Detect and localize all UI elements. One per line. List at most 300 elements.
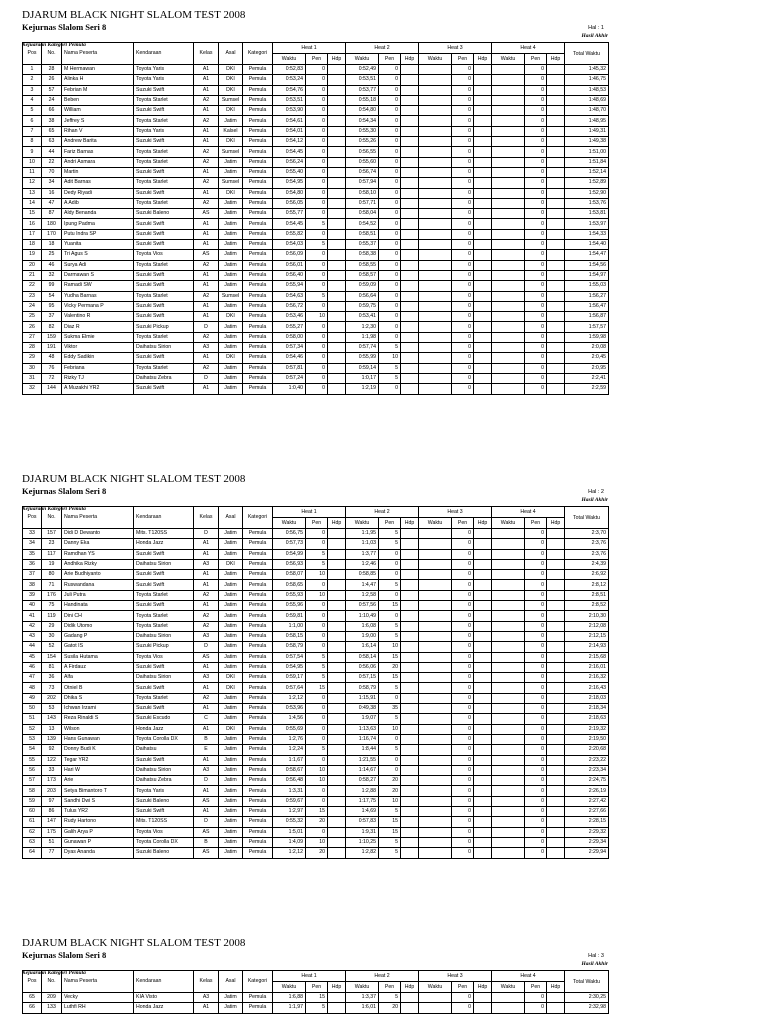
cell-heat4-hdp — [547, 157, 565, 167]
cell-heat3-pen: 0 — [452, 1003, 474, 1013]
cell-total: 1:51,84 — [565, 157, 609, 167]
cell-heat1-pen: 10 — [306, 837, 328, 847]
cell-kendaraan: Toyota Yaris — [134, 786, 194, 796]
cell-heat3-waktu — [419, 745, 452, 755]
cell-kelas: A1 — [194, 724, 219, 734]
cell-heat3-hdp — [474, 786, 492, 796]
cell-pos: 49 — [23, 693, 42, 703]
cell-heat4-pen: 0 — [525, 198, 547, 208]
cell-heat1-waktu: 0:58,65 — [273, 580, 306, 590]
cell-heat2-pen: 0 — [379, 559, 401, 569]
col-asal: Asal — [219, 507, 243, 529]
cell-heat3-hdp — [474, 65, 492, 75]
cell-kelas: AS — [194, 652, 219, 662]
cell-total: 2:27,42 — [565, 796, 609, 806]
cell-heat2-waktu: 1:16,74 — [346, 734, 379, 744]
cell-heat3-pen: 0 — [452, 559, 474, 569]
cell-heat3-pen: 0 — [452, 229, 474, 239]
cell-asal: Jatim — [219, 167, 243, 177]
cell-heat3-waktu — [419, 240, 452, 250]
cell-asal: Jatim — [219, 621, 243, 631]
cell-no: 122 — [42, 755, 62, 765]
table-row — [23, 167, 609, 177]
cell-heat2-hdp — [401, 765, 419, 775]
cell-nama: Yudha Barnas — [62, 291, 134, 301]
cell-total: 1:51,00 — [565, 147, 609, 157]
cell-pos: 23 — [23, 291, 42, 301]
cell-heat4-pen: 0 — [525, 250, 547, 260]
cell-heat1-pen: 0 — [306, 755, 328, 765]
cell-heat4-hdp — [547, 704, 565, 714]
cell-heat1-pen: 0 — [306, 384, 328, 394]
cell-heat1-waktu: 1:2,12 — [273, 848, 306, 858]
cell-heat4-hdp — [547, 745, 565, 755]
cell-heat1-waktu: 0:58,07 — [273, 570, 306, 580]
cell-kategori: Pemula — [243, 209, 273, 219]
table-row — [23, 652, 609, 662]
cell-kategori: Pemula — [243, 755, 273, 765]
cell-kendaraan: Toyota Starlet — [134, 693, 194, 703]
cell-heat3-waktu — [419, 260, 452, 270]
col-pen: Pen — [379, 518, 401, 529]
cell-heat4-hdp — [547, 178, 565, 188]
cell-heat3-pen: 0 — [452, 106, 474, 116]
cell-heat3-waktu — [419, 755, 452, 765]
cell-pos: 58 — [23, 786, 42, 796]
cell-heat1-waktu: 0:57,34 — [273, 343, 306, 353]
cell-heat2-pen: 0 — [379, 590, 401, 600]
col-hdp: Hdp — [547, 982, 565, 993]
cell-total: 2:8,51 — [565, 590, 609, 600]
cell-heat2-pen: 0 — [379, 250, 401, 260]
cell-heat2-hdp — [401, 209, 419, 219]
cell-heat4-pen: 0 — [525, 312, 547, 322]
cell-heat3-waktu — [419, 322, 452, 332]
cell-heat2-hdp — [401, 85, 419, 95]
cell-heat4-waktu — [492, 724, 525, 734]
cell-nama: Sukma Elmie — [62, 332, 134, 342]
cell-heat3-waktu — [419, 673, 452, 683]
cell-heat3-pen: 0 — [452, 116, 474, 126]
table-row — [23, 384, 609, 394]
cell-heat3-waktu — [419, 363, 452, 373]
col-pen: Pen — [525, 54, 547, 65]
cell-heat2-hdp — [401, 549, 419, 559]
cell-heat2-waktu: 1:4,47 — [346, 580, 379, 590]
cell-heat1-hdp — [328, 704, 346, 714]
cell-asal: Jatim — [219, 704, 243, 714]
cell-heat2-waktu: 0:56,55 — [346, 147, 379, 157]
cell-heat4-hdp — [547, 673, 565, 683]
cell-heat1-hdp — [328, 75, 346, 85]
cell-pos: 1 — [23, 65, 42, 75]
cell-nama: Arie Budhiyanto — [62, 570, 134, 580]
cell-heat4-pen: 0 — [525, 219, 547, 229]
table-row — [23, 260, 609, 270]
cell-pos: 42 — [23, 621, 42, 631]
cell-total: 2:3,70 — [565, 529, 609, 539]
cell-heat4-waktu — [492, 209, 525, 219]
cell-heat2-waktu: 0:53,51 — [346, 75, 379, 85]
cell-heat2-waktu: 1:2,19 — [346, 384, 379, 394]
col-waktu: Waktu — [346, 982, 379, 993]
cell-heat3-hdp — [474, 137, 492, 147]
col-pos: Pos — [23, 971, 42, 993]
cell-heat4-pen: 0 — [525, 384, 547, 394]
category-label: Kejuaraan Kategori Pemula — [22, 42, 86, 48]
cell-nama: M Hermawan — [62, 65, 134, 75]
cell-pos: 56 — [23, 765, 42, 775]
cell-asal: DKI — [219, 85, 243, 95]
cell-heat2-hdp — [401, 590, 419, 600]
cell-kategori: Pemula — [243, 116, 273, 126]
cell-no: 203 — [42, 786, 62, 796]
cell-heat4-waktu — [492, 178, 525, 188]
cell-heat2-pen: 0 — [379, 188, 401, 198]
cell-heat4-hdp — [547, 65, 565, 75]
cell-total: 1:52,14 — [565, 167, 609, 177]
cell-heat4-pen: 0 — [525, 291, 547, 301]
cell-heat3-pen: 0 — [452, 652, 474, 662]
cell-heat1-hdp — [328, 167, 346, 177]
cell-no: 73 — [42, 683, 62, 693]
cell-pos: 13 — [23, 188, 42, 198]
cell-total: 1:45,32 — [565, 65, 609, 75]
cell-heat4-waktu — [492, 116, 525, 126]
cell-pos: 18 — [23, 240, 42, 250]
cell-nama: Febrian M — [62, 85, 134, 95]
cell-pos: 27 — [23, 332, 42, 342]
cell-heat4-waktu — [492, 219, 525, 229]
cell-heat2-hdp — [401, 240, 419, 250]
cell-heat2-waktu: 1:2,82 — [346, 848, 379, 858]
cell-asal: Jatim — [219, 116, 243, 126]
cell-heat2-waktu: 1:3,77 — [346, 549, 379, 559]
cell-heat1-waktu: 0:53,96 — [273, 704, 306, 714]
cell-heat3-hdp — [474, 848, 492, 858]
cell-total: 2:18,34 — [565, 704, 609, 714]
cell-heat2-pen: 0 — [379, 126, 401, 136]
cell-heat4-waktu — [492, 198, 525, 208]
cell-total: 2:0,45 — [565, 353, 609, 363]
cell-heat4-hdp — [547, 837, 565, 847]
col-no: No. — [42, 507, 62, 529]
cell-heat1-waktu: 1:2,97 — [273, 807, 306, 817]
cell-heat3-waktu — [419, 786, 452, 796]
table-row — [23, 65, 609, 75]
cell-kategori: Pemula — [243, 817, 273, 827]
cell-asal: Jatim — [219, 260, 243, 270]
cell-heat2-hdp — [401, 704, 419, 714]
table-row — [23, 837, 609, 847]
hasil-label: Hasil Akhir — [581, 497, 608, 503]
cell-heat1-pen: 5 — [306, 219, 328, 229]
cell-no: 57 — [42, 85, 62, 95]
cell-nama: Otniel B — [62, 683, 134, 693]
cell-heat1-waktu: 0:55,32 — [273, 817, 306, 827]
cell-pos: 57 — [23, 776, 42, 786]
cell-kendaraan: Suzuki Swift — [134, 301, 194, 311]
cell-pos: 52 — [23, 724, 42, 734]
cell-heat1-hdp — [328, 363, 346, 373]
col-heat1: Heat 1 — [273, 507, 346, 518]
cell-heat4-waktu — [492, 353, 525, 363]
table-row — [23, 611, 609, 621]
cell-heat3-pen: 0 — [452, 75, 474, 85]
cell-kendaraan: Daihatsu — [134, 745, 194, 755]
table-row — [23, 188, 609, 198]
cell-heat3-waktu — [419, 343, 452, 353]
cell-nama: Arie — [62, 776, 134, 786]
cell-heat3-pen: 0 — [452, 724, 474, 734]
cell-heat4-pen: 0 — [525, 590, 547, 600]
cell-heat2-pen: 0 — [379, 611, 401, 621]
cell-kategori: Pemula — [243, 137, 273, 147]
col-kategori: Kategori — [243, 971, 273, 993]
cell-pos: 63 — [23, 837, 42, 847]
cell-kendaraan: Suzuki Baleno — [134, 209, 194, 219]
cell-kelas: A2 — [194, 621, 219, 631]
cell-no: 38 — [42, 116, 62, 126]
cell-heat4-pen: 0 — [525, 631, 547, 641]
cell-pos: 62 — [23, 827, 42, 837]
cell-nama: Setya Bimantoro T — [62, 786, 134, 796]
table-row — [23, 95, 609, 105]
cell-heat2-hdp — [401, 343, 419, 353]
cell-asal: DKI — [219, 724, 243, 734]
cell-kendaraan: Daihatsu Sirion — [134, 631, 194, 641]
cell-no: 32 — [42, 270, 62, 280]
cell-nama: Rudy Hartono — [62, 817, 134, 827]
cell-nama: Ramdhan YS — [62, 549, 134, 559]
cell-heat3-waktu — [419, 373, 452, 383]
cell-heat3-hdp — [474, 250, 492, 260]
cell-heat3-pen: 0 — [452, 270, 474, 280]
cell-heat1-waktu: 0:58,67 — [273, 765, 306, 775]
cell-heat4-hdp — [547, 291, 565, 301]
cell-kategori: Pemula — [243, 126, 273, 136]
cell-asal: DKI — [219, 353, 243, 363]
cell-heat4-waktu — [492, 693, 525, 703]
page-subtitle: Kejurnas Slalom Seri 8 — [22, 22, 107, 32]
cell-heat1-pen: 0 — [306, 188, 328, 198]
col-pen: Pen — [525, 982, 547, 993]
cell-kendaraan: Toyota Starlet — [134, 198, 194, 208]
cell-heat2-pen: 5 — [379, 621, 401, 631]
cell-heat3-pen: 0 — [452, 209, 474, 219]
cell-heat4-hdp — [547, 765, 565, 775]
table-row — [23, 993, 609, 1003]
cell-kelas: A1 — [194, 580, 219, 590]
cell-heat2-pen: 0 — [379, 322, 401, 332]
cell-no: 19 — [42, 559, 62, 569]
cell-heat3-pen: 0 — [452, 178, 474, 188]
cell-pos: 10 — [23, 157, 42, 167]
cell-heat3-waktu — [419, 250, 452, 260]
cell-heat4-hdp — [547, 240, 565, 250]
cell-heat4-pen: 0 — [525, 1003, 547, 1013]
cell-kelas: A1 — [194, 384, 219, 394]
cell-heat1-waktu: 0:54,76 — [273, 85, 306, 95]
cell-heat1-hdp — [328, 724, 346, 734]
table-row — [23, 631, 609, 641]
cell-heat2-pen: 0 — [379, 106, 401, 116]
cell-heat2-pen: 0 — [379, 332, 401, 342]
cell-no: 82 — [42, 322, 62, 332]
col-kendaraan: Kendaraan — [134, 43, 194, 65]
cell-total: 2:29,32 — [565, 827, 609, 837]
cell-heat1-pen: 15 — [306, 993, 328, 1003]
table-row — [23, 312, 609, 322]
cell-pos: 4 — [23, 95, 42, 105]
cell-heat2-hdp — [401, 106, 419, 116]
cell-heat1-pen: 0 — [306, 322, 328, 332]
cell-heat4-pen: 0 — [525, 188, 547, 198]
cell-heat2-waktu: 0:54,34 — [346, 116, 379, 126]
cell-kategori: Pemula — [243, 363, 273, 373]
cell-heat4-pen: 0 — [525, 621, 547, 631]
cell-heat2-waktu: 1:10,25 — [346, 837, 379, 847]
cell-kategori: Pemula — [243, 157, 273, 167]
cell-asal: Jatim — [219, 157, 243, 167]
cell-heat1-hdp — [328, 322, 346, 332]
cell-asal: Jatim — [219, 209, 243, 219]
cell-heat1-pen: 0 — [306, 332, 328, 342]
cell-heat3-pen: 0 — [452, 301, 474, 311]
col-waktu: Waktu — [419, 54, 452, 65]
table-row — [23, 301, 609, 311]
cell-total: 1:54,47 — [565, 250, 609, 260]
table-row — [23, 281, 609, 291]
cell-nama: Danny Eka — [62, 539, 134, 549]
cell-heat3-hdp — [474, 281, 492, 291]
cell-kategori: Pemula — [243, 65, 273, 75]
cell-heat4-hdp — [547, 126, 565, 136]
cell-heat3-pen: 0 — [452, 734, 474, 744]
cell-heat2-pen: 10 — [379, 642, 401, 652]
cell-heat1-hdp — [328, 65, 346, 75]
cell-asal: Jatim — [219, 837, 243, 847]
cell-heat2-waktu: 1:9,00 — [346, 631, 379, 641]
cell-heat2-pen: 15 — [379, 673, 401, 683]
cell-heat1-waktu: 0:56,24 — [273, 157, 306, 167]
results-table — [22, 42, 609, 395]
cell-heat3-pen: 0 — [452, 363, 474, 373]
cell-nama: Dedy Riyadi — [62, 188, 134, 198]
cell-heat3-waktu — [419, 116, 452, 126]
cell-heat3-pen: 0 — [452, 570, 474, 580]
cell-kelas: A2 — [194, 260, 219, 270]
cell-kelas: A3 — [194, 765, 219, 775]
cell-total: 2:23,34 — [565, 765, 609, 775]
cell-heat1-waktu: 0:54,45 — [273, 219, 306, 229]
table-row — [23, 796, 609, 806]
cell-heat1-hdp — [328, 147, 346, 157]
cell-total: 2:29,94 — [565, 848, 609, 858]
cell-kelas: A1 — [194, 137, 219, 147]
cell-heat2-hdp — [401, 611, 419, 621]
cell-heat3-waktu — [419, 827, 452, 837]
cell-heat4-waktu — [492, 559, 525, 569]
cell-heat1-waktu: 0:53,90 — [273, 106, 306, 116]
cell-heat4-waktu — [492, 621, 525, 631]
cell-pos: 24 — [23, 301, 42, 311]
cell-heat4-pen: 0 — [525, 178, 547, 188]
cell-heat4-waktu — [492, 796, 525, 806]
cell-heat4-pen: 0 — [525, 786, 547, 796]
cell-heat4-waktu — [492, 65, 525, 75]
cell-heat3-hdp — [474, 693, 492, 703]
col-hdp: Hdp — [547, 54, 565, 65]
cell-heat1-pen: 0 — [306, 642, 328, 652]
cell-kelas: A1 — [194, 281, 219, 291]
cell-heat1-hdp — [328, 373, 346, 383]
cell-kendaraan: Toyota Starlet — [134, 611, 194, 621]
cell-asal: DKI — [219, 559, 243, 569]
category-label: Kejuaraan Kategori Pemula — [22, 506, 86, 512]
cell-total: 2:4,39 — [565, 559, 609, 569]
col-hdp: Hdp — [401, 54, 419, 65]
cell-kendaraan: Toyota Starlet — [134, 291, 194, 301]
cell-heat4-pen: 0 — [525, 796, 547, 806]
cell-heat1-waktu: 1:2,24 — [273, 745, 306, 755]
cell-no: 48 — [42, 353, 62, 363]
page-title: DJARUM BLACK NIGHT SLALOM TEST 2008 — [22, 937, 246, 949]
cell-heat2-waktu: 1:4,69 — [346, 807, 379, 817]
cell-heat3-waktu — [419, 683, 452, 693]
cell-heat2-pen: 0 — [379, 219, 401, 229]
cell-heat1-pen: 0 — [306, 693, 328, 703]
cell-kendaraan: Suzuki Swift — [134, 683, 194, 693]
page-number: Hal : 3 — [588, 953, 604, 959]
cell-heat3-pen: 0 — [452, 631, 474, 641]
cell-heat4-waktu — [492, 95, 525, 105]
cell-heat1-pen: 0 — [306, 85, 328, 95]
cell-heat1-waktu: 0:55,40 — [273, 167, 306, 177]
cell-heat4-waktu — [492, 590, 525, 600]
cell-heat1-waktu: 0:56,05 — [273, 198, 306, 208]
cell-nama: Adit Barnas — [62, 178, 134, 188]
cell-heat1-pen: 5 — [306, 549, 328, 559]
cell-no: 97 — [42, 796, 62, 806]
cell-heat4-hdp — [547, 384, 565, 394]
cell-total: 2:12,15 — [565, 631, 609, 641]
cell-pos: 14 — [23, 198, 42, 208]
cell-heat4-hdp — [547, 373, 565, 383]
cell-heat4-pen: 0 — [525, 373, 547, 383]
cell-asal: Jatim — [219, 270, 243, 280]
cell-heat2-pen: 10 — [379, 724, 401, 734]
table-row — [23, 137, 609, 147]
cell-asal: Jatim — [219, 755, 243, 765]
cell-no: 65 — [42, 126, 62, 136]
cell-heat3-pen: 0 — [452, 240, 474, 250]
cell-heat1-waktu: 0:57,24 — [273, 373, 306, 383]
col-hdp: Hdp — [401, 982, 419, 993]
cell-kelas: A2 — [194, 332, 219, 342]
cell-kelas: A1 — [194, 219, 219, 229]
cell-heat3-pen: 0 — [452, 848, 474, 858]
cell-heat4-pen: 0 — [525, 611, 547, 621]
cell-kategori: Pemula — [243, 106, 273, 116]
col-waktu: Waktu — [273, 982, 306, 993]
cell-heat2-waktu: 0:55,26 — [346, 137, 379, 147]
cell-heat2-hdp — [401, 827, 419, 837]
cell-heat4-hdp — [547, 198, 565, 208]
cell-heat3-hdp — [474, 817, 492, 827]
cell-heat2-hdp — [401, 373, 419, 383]
cell-kelas: A3 — [194, 343, 219, 353]
